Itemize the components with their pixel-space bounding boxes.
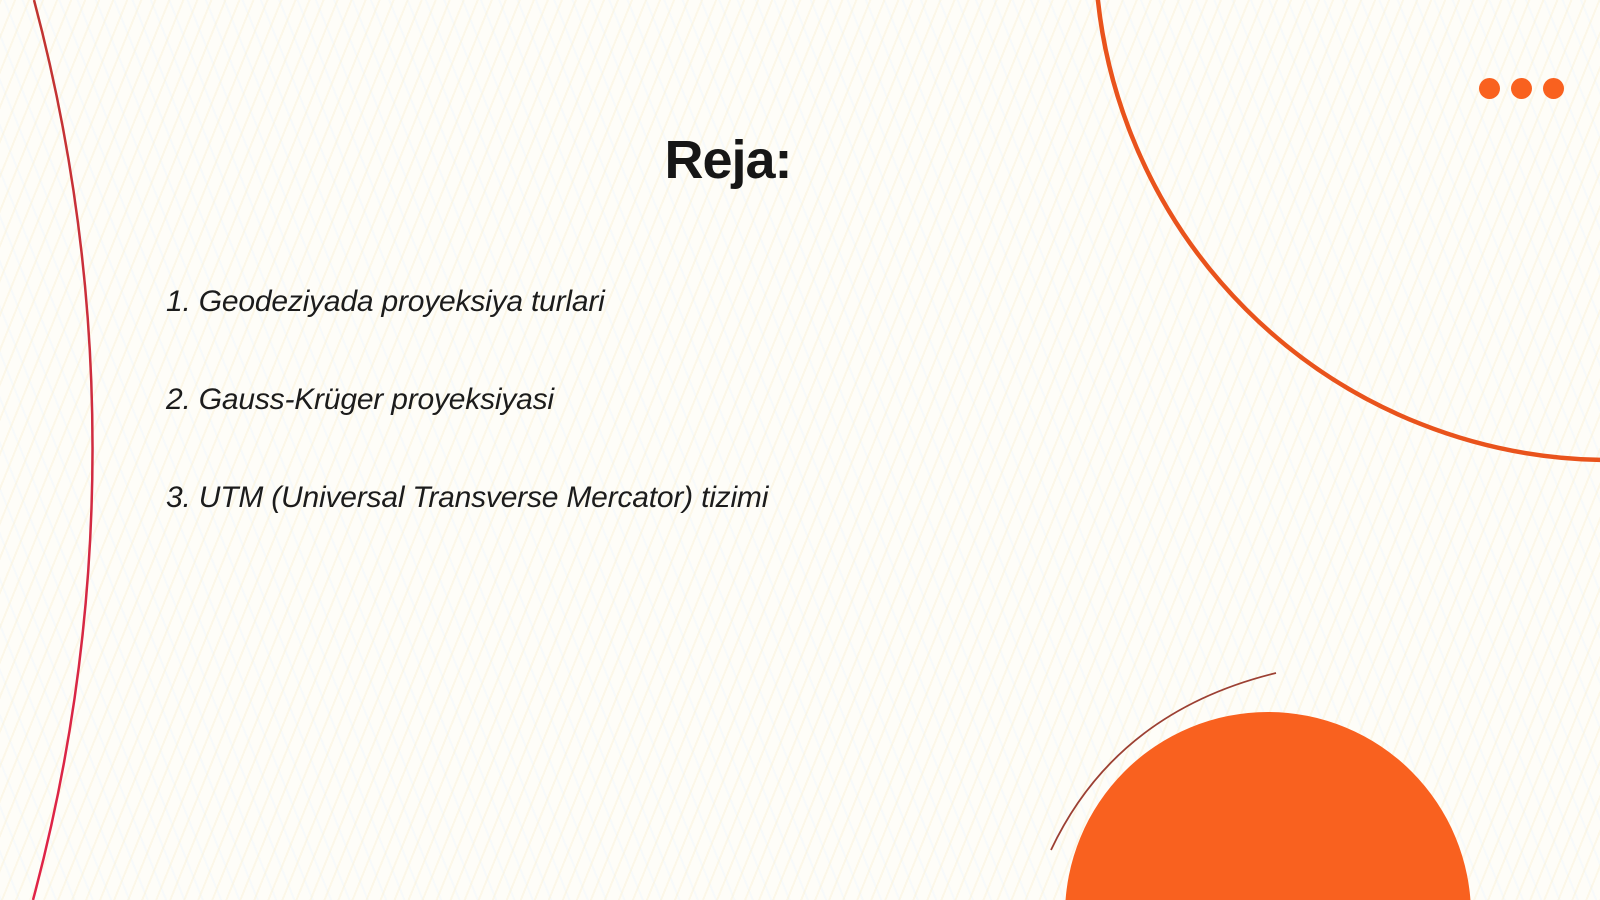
- dot-icon: [1479, 78, 1500, 99]
- bottom-right-filled-circle: [1065, 712, 1471, 900]
- dot-icon: [1511, 78, 1532, 99]
- outline-list: [166, 284, 926, 578]
- outline-item-2: 2. Gauss-Krüger proyeksiyasi: [166, 383, 554, 416]
- left-edge-arc: [33, 0, 93, 900]
- dot-icon: [1543, 78, 1564, 99]
- slide-title: Reja:: [664, 130, 792, 190]
- top-right-circle-outline: [1095, 0, 1600, 460]
- three-dots-motif: [1479, 78, 1564, 99]
- bottom-thin-arc: [1051, 673, 1276, 850]
- outline-item-1: 1. Geodeziyada proyeksiya turlari: [166, 285, 605, 318]
- outline-item-3: 3. UTM (Universal Transverse Mercator) tizimi: [166, 481, 769, 514]
